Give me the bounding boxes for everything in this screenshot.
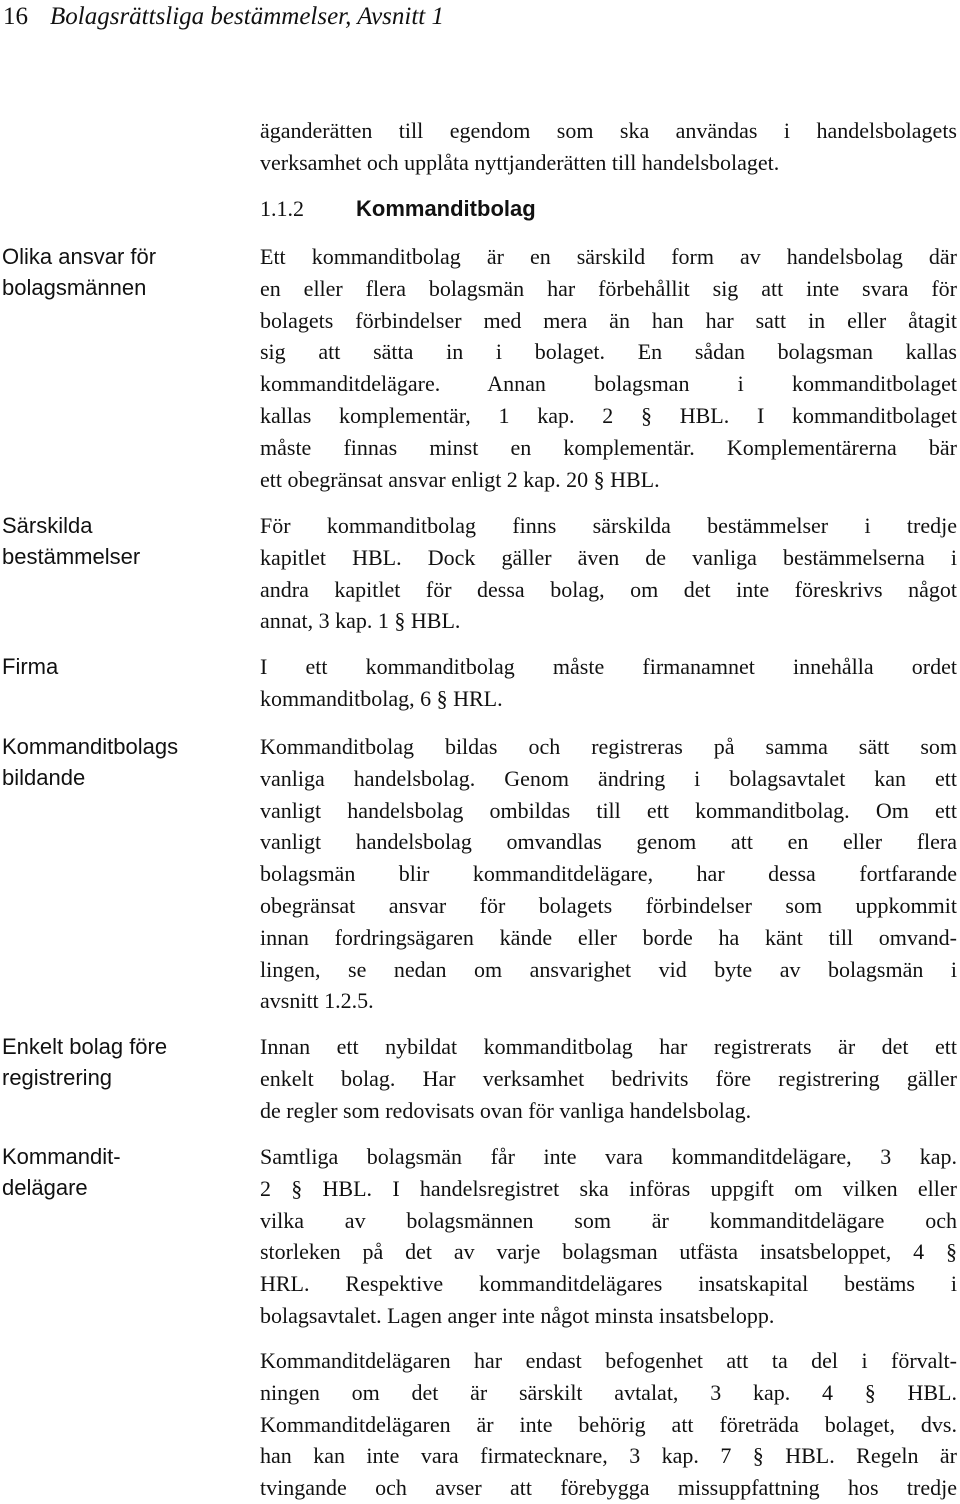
text-line: verksamhet och upplåta nyttjanderätten till handelsbolaget. xyxy=(260,149,780,175)
margin-note-line: Firma xyxy=(2,654,59,679)
page-header xyxy=(3,0,444,34)
text-line: äganderätten till egendom som ska användas i handelsbolagets xyxy=(260,118,957,143)
text-line: kommanditbolag, 6 § HRL. xyxy=(260,685,503,711)
margin-note-kommanditbolags-bildande xyxy=(2,731,232,793)
paragraph-enkelt-bolag xyxy=(260,1031,957,1126)
margin-note-line: Särskilda xyxy=(2,513,93,538)
paragraph-sarskilda xyxy=(260,510,957,637)
margin-note-line: registrering xyxy=(2,1065,113,1090)
margin-note-line: Olika ansvar för xyxy=(2,244,157,269)
margin-note-line: bildande xyxy=(2,765,86,790)
text-line: kallas komplementär, 1 kap. 2 § HBL. I kommanditbolaget xyxy=(260,402,957,428)
paragraph-samtliga-bolagsman xyxy=(260,1141,957,1332)
text-line: Kommanditdelägaren är inte behörig att företräda bolaget, dvs. xyxy=(260,1411,957,1437)
margin-note-line: Kommanditbolags xyxy=(2,734,179,759)
text-line: obegränsat ansvar för bolagets förbindelser som uppkommit xyxy=(260,892,957,918)
text-line: lingen, se nedan om ansvarighet vid byte av bolagsmän i xyxy=(260,956,957,982)
text-line: vanliga handelsbolag. Genom ändring i bolagsavtalet kan ett xyxy=(260,765,957,791)
margin-note-kommanditdelagare xyxy=(2,1141,232,1203)
text-line: de regler som redovisats ovan för vanliga handelsbolag. xyxy=(260,1097,752,1123)
text-line: kommanditdelägare. Annan bolagsman i kommanditbolaget xyxy=(260,371,957,397)
text-line: vanligt handelsbolag omvandlas genom att en eller flera xyxy=(260,829,957,855)
margin-note-line: delägare xyxy=(2,1175,88,1200)
text-line: bolagsavtalet. Lagen anger inte något minsta insatsbelopp. xyxy=(260,1302,775,1328)
text-line: andra kapitlet för dessa bolag, om det inte föreskrivs något xyxy=(260,576,957,602)
text-line: annat, 3 kap. 1 § HBL. xyxy=(260,608,461,634)
text-line: sig att sätta in i bolaget. En sådan bolagsman kallas xyxy=(260,339,957,365)
text-line: avsnitt 1.2.5. xyxy=(260,988,374,1014)
margin-note-enkelt-bolag xyxy=(2,1031,232,1093)
text-line: ett obegränsat ansvar enligt 2 kap. 20 § HBL. xyxy=(260,466,660,492)
text-line: vilka av bolagsmännen som är kommanditdelägare och xyxy=(260,1207,957,1233)
paragraph-befogenhet xyxy=(260,1345,957,1504)
text-line: 2 § HBL. I handelsregistret ska införas uppgift om vilken eller xyxy=(260,1175,957,1201)
running-title: Bolagsrättsliga bestämmelser, Avsnitt 1 xyxy=(50,3,444,30)
text-line: vanligt handelsbolag ombildas till ett kommanditbolag. Om ett xyxy=(260,797,957,823)
margin-note-sarskilda-bestammelser xyxy=(2,510,232,572)
margin-note-line: bolagsmännen xyxy=(2,275,147,300)
section-heading xyxy=(260,193,536,224)
margin-note-firma xyxy=(2,651,232,682)
text-line: en eller flera bolagsmän har förbehållit sig att inte svara för xyxy=(260,275,957,301)
text-line: enkelt bolag. Har verksamhet bedrivits före registrering gäller xyxy=(260,1065,957,1091)
text-line: bolagsmän blir kommanditdelägare, har dessa fortfarande xyxy=(260,861,957,887)
text-line: HRL. Respektive kommanditdelägares insatskapital bestäms i xyxy=(260,1271,957,1297)
text-line: bolagets förbindelser med mera än han har satt in eller åtagit xyxy=(260,307,957,333)
paragraph-bildande xyxy=(260,731,957,1017)
text-line: tvingande och avser att förebygga missuppfattning hos tredje xyxy=(260,1475,957,1501)
text-line: innan fordringsägaren kände eller borde ha känt till omvand- xyxy=(260,924,957,950)
margin-note-line: Kommandit- xyxy=(2,1144,121,1169)
margin-note-olika-ansvar xyxy=(2,241,232,303)
text-line: I ett kommanditbolag måste firmanamnet innehålla ordet xyxy=(260,654,957,679)
intro-paragraph xyxy=(260,115,957,179)
text-line: Samtliga bolagsmän får inte vara kommanditdelägare, 3 kap. xyxy=(260,1144,957,1169)
text-line: han kan inte vara firmatecknare, 3 kap. 7 § HBL. Regeln är xyxy=(260,1443,957,1469)
text-line: storleken på det av varje bolagsman utfästa insatsbeloppet, 4 § xyxy=(260,1239,957,1265)
text-line: Kommanditdelägaren har endast befogenhet att ta del i förvalt- xyxy=(260,1348,957,1373)
text-line: ningen om det är särskilt avtalat, 3 kap. 4 § HBL. xyxy=(260,1379,957,1405)
text-line: måste finnas minst en komplementär. Komplementärerna bär xyxy=(260,434,957,460)
paragraph-firma xyxy=(260,651,957,715)
text-line: kapitlet HBL. Dock gäller även de vanliga bestämmelserna i xyxy=(260,544,957,570)
paragraph-definition xyxy=(260,241,957,495)
text-line: Kommanditbolag bildas och registreras på samma sätt som xyxy=(260,734,957,759)
section-number: 1.1.2 xyxy=(260,196,304,221)
text-line: Innan ett nybildat kommanditbolag har registrerats är det ett xyxy=(260,1034,957,1059)
text-line: För kommanditbolag finns särskilda bestämmelser i tredje xyxy=(260,513,957,538)
page-number: 16 xyxy=(3,3,28,30)
text-line: Ett kommanditbolag är en särskild form av handelsbolag där xyxy=(260,244,957,269)
margin-note-line: Enkelt bolag före xyxy=(2,1034,168,1059)
margin-note-line: bestämmelser xyxy=(2,544,141,569)
section-title: Kommanditbolag xyxy=(356,196,536,221)
